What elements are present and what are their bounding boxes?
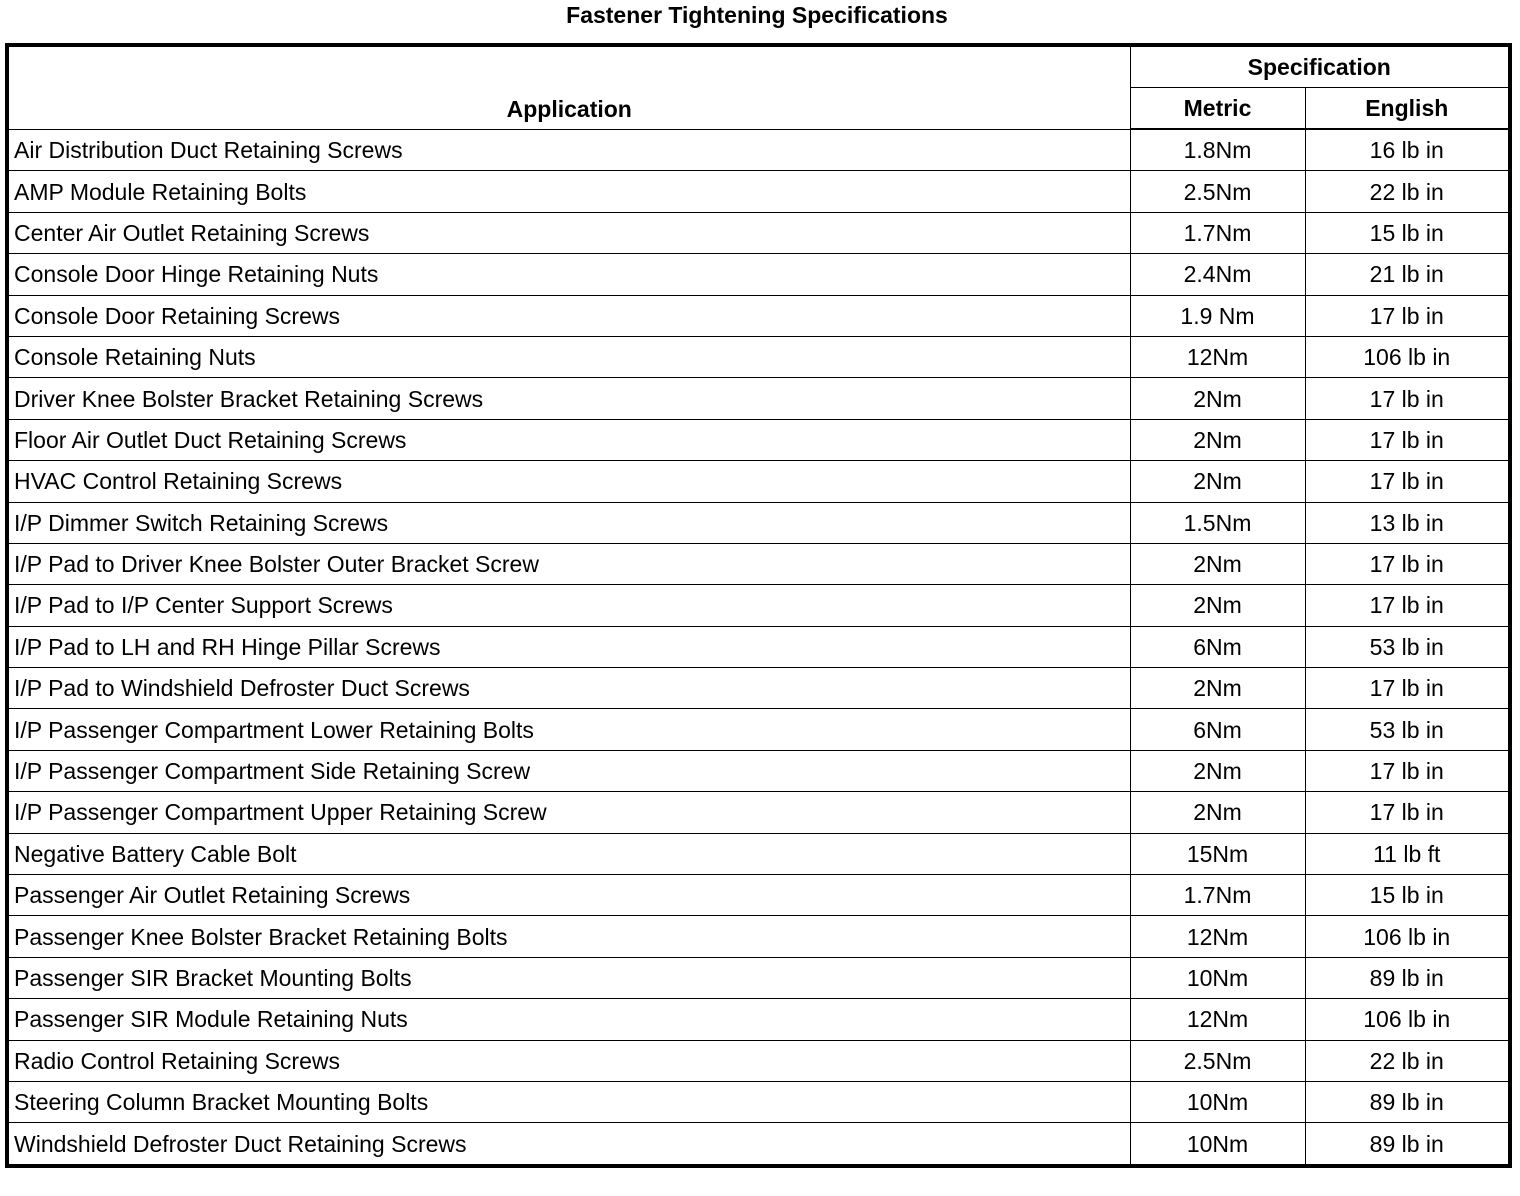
table-row — [7, 792, 1510, 833]
english-cell: 17 lb in — [1305, 419, 1510, 460]
english-cell: 15 lb in — [1305, 212, 1510, 253]
table-row — [7, 668, 1510, 709]
english-cell: 17 lb in — [1305, 585, 1510, 626]
table-row — [7, 254, 1510, 295]
table-row — [7, 875, 1510, 916]
table-row — [7, 171, 1510, 212]
english-cell: 17 lb in — [1305, 750, 1510, 791]
table-row — [7, 1123, 1510, 1166]
application-cell: Steering Column Bracket Mounting Bolts — [7, 1081, 1130, 1122]
english-cell: 89 lb in — [1305, 1123, 1510, 1166]
english-cell: 17 lb in — [1305, 792, 1510, 833]
table-row — [7, 212, 1510, 253]
application-cell: I/P Pad to LH and RH Hinge Pillar Screws — [7, 626, 1130, 667]
application-cell: Floor Air Outlet Duct Retaining Screws — [7, 419, 1130, 460]
english-cell: 89 lb in — [1305, 1081, 1510, 1122]
application-cell: Center Air Outlet Retaining Screws — [7, 212, 1130, 253]
metric-cell: 2Nm — [1130, 668, 1305, 709]
table-row — [7, 750, 1510, 791]
table-row — [7, 295, 1510, 336]
english-cell: 53 lb in — [1305, 709, 1510, 750]
application-cell: HVAC Control Retaining Screws — [7, 461, 1130, 502]
table-row — [7, 1040, 1510, 1081]
metric-cell: 12Nm — [1130, 916, 1305, 957]
application-cell: Console Retaining Nuts — [7, 336, 1130, 377]
application-cell: I/P Passenger Compartment Upper Retaining Screw — [7, 792, 1130, 833]
english-cell: 16 lb in — [1305, 129, 1510, 171]
english-cell: 11 lb ft — [1305, 833, 1510, 874]
metric-cell: 1.7Nm — [1130, 875, 1305, 916]
application-cell: I/P Passenger Compartment Lower Retaining Bolts — [7, 709, 1130, 750]
metric-cell: 10Nm — [1130, 957, 1305, 998]
english-cell: 106 lb in — [1305, 336, 1510, 377]
table-row — [7, 543, 1510, 584]
table-row — [7, 1081, 1510, 1122]
metric-cell: 2Nm — [1130, 585, 1305, 626]
table-row — [7, 378, 1510, 419]
table-row — [7, 129, 1510, 171]
fastener-spec-table — [5, 43, 1512, 1168]
english-cell: 21 lb in — [1305, 254, 1510, 295]
application-cell: I/P Pad to Driver Knee Bolster Outer Bracket Screw — [7, 543, 1130, 584]
english-cell: 53 lb in — [1305, 626, 1510, 667]
metric-cell: 1.8Nm — [1130, 129, 1305, 171]
metric-cell: 10Nm — [1130, 1081, 1305, 1122]
english-cell: 17 lb in — [1305, 543, 1510, 584]
application-column-header: Application — [7, 45, 1130, 129]
table-row — [7, 419, 1510, 460]
metric-cell: 6Nm — [1130, 626, 1305, 667]
metric-cell: 2Nm — [1130, 419, 1305, 460]
english-cell: 17 lb in — [1305, 295, 1510, 336]
english-cell: 17 lb in — [1305, 461, 1510, 502]
application-cell: Windshield Defroster Duct Retaining Screws — [7, 1123, 1130, 1166]
table-row — [7, 585, 1510, 626]
metric-cell: 1.7Nm — [1130, 212, 1305, 253]
application-cell: Passenger Knee Bolster Bracket Retaining Bolts — [7, 916, 1130, 957]
english-cell: 15 lb in — [1305, 875, 1510, 916]
application-cell: Console Door Retaining Screws — [7, 295, 1130, 336]
metric-cell: 10Nm — [1130, 1123, 1305, 1166]
table-row — [7, 461, 1510, 502]
metric-cell: 2Nm — [1130, 543, 1305, 584]
application-cell: Passenger Air Outlet Retaining Screws — [7, 875, 1130, 916]
metric-cell: 2Nm — [1130, 750, 1305, 791]
table-row — [7, 999, 1510, 1040]
english-cell: 89 lb in — [1305, 957, 1510, 998]
metric-cell: 12Nm — [1130, 999, 1305, 1040]
header-row-top — [7, 45, 1510, 88]
table-row — [7, 709, 1510, 750]
metric-cell: 2Nm — [1130, 461, 1305, 502]
application-cell: I/P Passenger Compartment Side Retaining Screw — [7, 750, 1130, 791]
table-row — [7, 626, 1510, 667]
metric-cell: 2Nm — [1130, 378, 1305, 419]
application-cell: I/P Pad to Windshield Defroster Duct Screws — [7, 668, 1130, 709]
application-cell: Air Distribution Duct Retaining Screws — [7, 129, 1130, 171]
metric-cell: 12Nm — [1130, 336, 1305, 377]
english-cell: 106 lb in — [1305, 999, 1510, 1040]
application-cell: Console Door Hinge Retaining Nuts — [7, 254, 1130, 295]
application-cell: Driver Knee Bolster Bracket Retaining Screws — [7, 378, 1130, 419]
english-cell: 17 lb in — [1305, 378, 1510, 419]
table-row — [7, 336, 1510, 377]
application-cell: Passenger SIR Bracket Mounting Bolts — [7, 957, 1130, 998]
metric-cell: 1.9 Nm — [1130, 295, 1305, 336]
table-row — [7, 957, 1510, 998]
english-column-header: English — [1305, 88, 1510, 130]
application-cell: Passenger SIR Module Retaining Nuts — [7, 999, 1130, 1040]
english-cell: 106 lb in — [1305, 916, 1510, 957]
table-row — [7, 502, 1510, 543]
metric-cell: 2Nm — [1130, 792, 1305, 833]
application-cell: AMP Module Retaining Bolts — [7, 171, 1130, 212]
metric-cell: 6Nm — [1130, 709, 1305, 750]
metric-cell: 15Nm — [1130, 833, 1305, 874]
metric-cell: 2.5Nm — [1130, 171, 1305, 212]
table-row — [7, 833, 1510, 874]
application-cell: Radio Control Retaining Screws — [7, 1040, 1130, 1081]
application-cell: Negative Battery Cable Bolt — [7, 833, 1130, 874]
table-row — [7, 916, 1510, 957]
metric-column-header: Metric — [1130, 88, 1305, 130]
metric-cell: 2.5Nm — [1130, 1040, 1305, 1081]
application-cell: I/P Pad to I/P Center Support Screws — [7, 585, 1130, 626]
application-cell: I/P Dimmer Switch Retaining Screws — [7, 502, 1130, 543]
english-cell: 22 lb in — [1305, 171, 1510, 212]
english-cell: 17 lb in — [1305, 668, 1510, 709]
table-body — [7, 129, 1510, 1166]
page-title: Fastener Tightening Specifications — [566, 2, 948, 28]
english-cell: 22 lb in — [1305, 1040, 1510, 1081]
metric-cell: 1.5Nm — [1130, 502, 1305, 543]
specification-group-header: Specification — [1130, 45, 1510, 88]
english-cell: 13 lb in — [1305, 502, 1510, 543]
metric-cell: 2.4Nm — [1130, 254, 1305, 295]
